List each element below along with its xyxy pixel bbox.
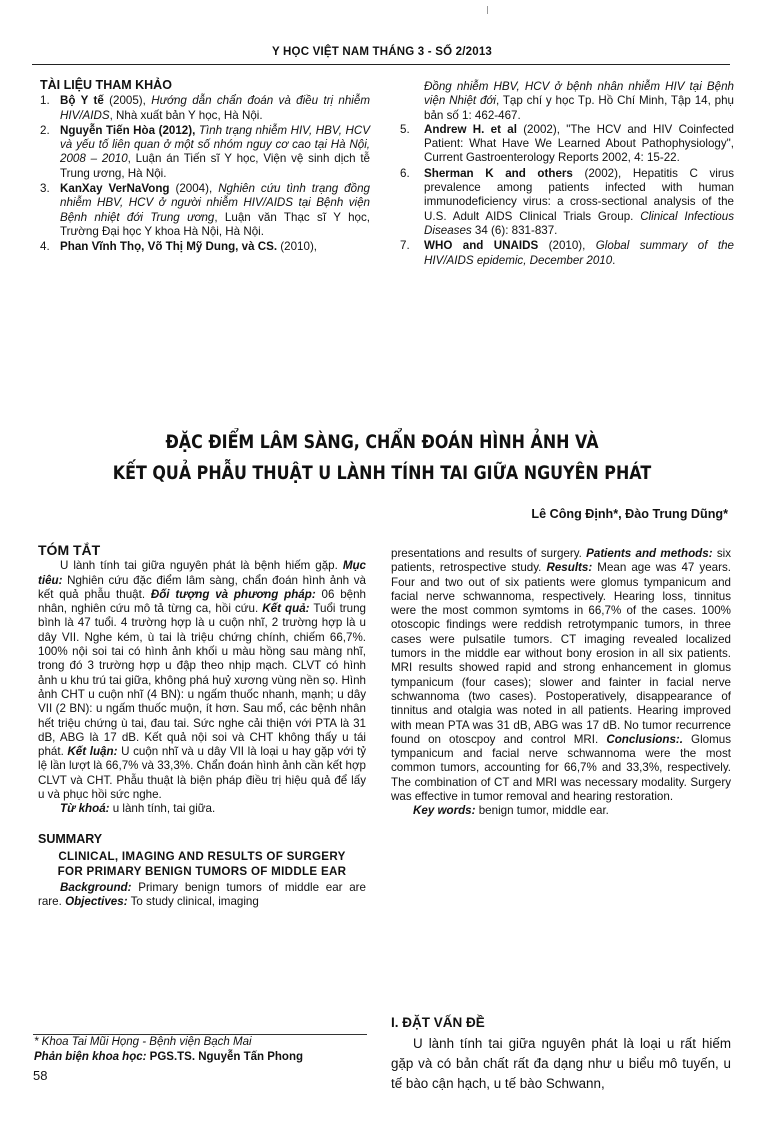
- reference-item: 3. KanXay VerNaVong (2004), Nghiên cứu tình trạng đồng nhiễm HBV, HCV ở người nhiễm HIV/AIDS tại Bệnh viện Bệnh nhiệt đới Trung ương, Luận văn Thạc sĩ Y học, Trường Đại học Y khoa Hà Nội, Hà Nội.: [40, 182, 371, 238]
- running-header: Y HỌC VIỆT NAM THÁNG 3 - SỐ 2/2013: [271, 46, 493, 58]
- summary-heading: SUMMARY: [38, 831, 103, 846]
- summary-keywords: Key words: benign tumor, middle ear.: [413, 804, 609, 818]
- header-rule: [32, 64, 730, 65]
- summary-body-start: Background: Primary benign tumors of middle ear are rare. Objectives: To study clinical, imaging: [38, 880, 366, 909]
- reference-item: 5. Andrew H. et al (2002), "The HCV and HIV Coinfected Patient: What Have We Learned About Pathophysiology", Current Gastroenterology Reports 2002, 4: 15-22.: [400, 122, 734, 165]
- reference-item: 7. WHO and UNAIDS (2010), Global summary of the HIV/AIDS epidemic, December 2010.: [400, 239, 734, 267]
- references-left-column: [40, 78, 370, 256]
- references-heading: TÀI LIỆU THAM KHẢO: [40, 78, 172, 92]
- intro-heading: I. ĐẶT VẤN ĐỀ: [391, 1015, 485, 1030]
- abstract-vi-keywords: Từ khoá: u lành tính, tai giữa.: [60, 802, 216, 816]
- article-title-line-2: KẾT QUẢ PHẪU THUẬT U LÀNH TÍNH TAI GIỮA NGUYÊN PHÁT: [112, 463, 652, 484]
- intro-paragraph: U lành tính tai giữa nguyên phát là loại u rất hiếm gặp và có bản chất rất đa dạng như u biểu mô tuyến, u tế bào cận hạch, u tế bào Schwann,: [391, 1036, 731, 1091]
- reference-item: 2. Nguyễn Tiến Hòa (2012), Tình trạng nhiễm HIV, HBV, HCV và yếu tố liên quan ở một số nhóm nguy cơ cao tại Hà Nội, 2008 – 2010, Luận án Tiến sĩ Y học, Viện vệ sinh dịch tễ Trung ương, Hà Nội.: [40, 123, 370, 180]
- reference-continuation: Đồng nhiễm HBV, HCV ở bệnh nhân nhiễm HIV tại Bệnh viện Nhiệt đới, Tạp chí y học Tp. Hồ Chí Minh, Tập 14, phụ bản số 1: 462-467.: [424, 80, 734, 122]
- summary-right-column: [391, 547, 731, 819]
- reference-item: 4. Phan Vĩnh Thọ, Võ Thị Mỹ Dung, và CS. (2010),: [40, 240, 318, 254]
- top-tick-mark: [487, 6, 488, 14]
- article-authors: Lê Công Định*, Đào Trung Dũng*: [531, 507, 728, 521]
- abstract-vi-heading: TÓM TẮT: [38, 542, 101, 558]
- references-right-column: [400, 80, 734, 269]
- summary-subtitle: CLINICAL, IMAGING AND RESULTS OF SURGERY FOR PRIMARY BENIGN TUMORS OF MIDDLE EAR: [57, 849, 347, 878]
- article-title-line-1: ĐẶC ĐIỂM LÂM SÀNG, CHẨN ĐOÁN HÌNH ẢNH VÀ: [165, 432, 599, 453]
- page-number: 58: [33, 1068, 48, 1083]
- abstract-vi-body: U lành tính tai giữa nguyên phát là bệnh hiếm gặp. Mục tiêu: Nghiên cứu đặc điểm lâm sàng, chẩn đoán hình ảnh và kết quả phẫu thuật. Đối tượng và phương pháp: 06 bệnh nhân, nghiên cứu mô tả từng ca, hồi cứu. Kết quả: Tuổi trung bình là 47 tuổi. 4 trường hợp là u cuộn nhĩ, 2 trường hợp là u dây VII. Nghe kém, ù tai là triệu chứng chính, chiếm 66,7%. 100% nội soi tai có hình ảnh khối u màu hồng sau màng nhĩ, trong đó 3 trường hợp u đập theo nhịp mạch. CLVT có hình ảnh u khu trú tai giữa, không phá huỷ xương vùng nền sọ. Hình ảnh CHT u cuộn nhĩ (4 BN): u ngấm thuốc nhanh, mạnh; u dây VII (2 BN): u ngấm thuốc muộn, ít hơn. Sau mổ, các bệnh nhân hết triệu chứng ù tai, đau tai. Sức nghe cải thiện với PTA là 31 dB, ABG là 17 dB. Kết quả nội soi và CHT không thấy u tái phát. Kết luận: U cuộn nhĩ và u dây VII là loại u hay gặp với tỷ lệ lần lượt là 66,7% và 33,3%. Chẩn đoán hình ảnh cần kết hợp CLVT và CHT. Phẫu thuật là biện pháp điều trị hiệu quả để lấy u và phục hồi sức nghe.: [38, 559, 366, 802]
- footnote-reviewer: Phản biện khoa học: PGS.TS. Nguyễn Tấn Phong: [34, 1051, 304, 1063]
- abstract-left-column: [38, 543, 366, 910]
- summary-body-continued: presentations and results of surgery. Patients and methods: six patients, retrospective study. Results: Mean age was 47 years. Four and two out of six patients were glomus tympanicum and facial nerve schwannoma, respectively. Hearing loss, tinnitus were the most common symtoms in 66,7% of the cases. 100% otoscopic findings were reddish retrotympanic tumors, in three cases were pulsatile tumors. CT imaging revealed localized tumors in the middle ear without bony erosion in all six patients. MRI results showed rapid and strong enhancement in glomus tympanicum (four cases); slower and fainter in facial nerve schwannoma (two cases). Postoperatively, disappearance of tinnitus and otalgia was noted in all patients. Hearing improved with mean PTA was 31 dB, ABG was 17 dB. No tumor recurrence found on otoscpoy and control MRI. Conclusions:. Glomus tympanicum and facial nerve schwannoma were the most common tumors, accounting for 66,7% and 33,3%, respectively. The combination of CT and MRI was necessary modality. Surgery was effective in tumor removal and hearing restoration.: [391, 547, 731, 804]
- reference-item: 1. Bộ Y tế (2005), Hướng dẫn chẩn đoán và điều trị nhiễm HIV/AIDS, Nhà xuất bản Y học, Hà Nội.: [40, 94, 370, 122]
- reference-item: 6. Sherman K and others (2002), Hepatitis C virus prevalence among patients infected with human immunodeficiency virus: a cross-sectional analysis of the U.S. Adult AIDS Clinical Trials Group. Clinical Infectious Diseases 34 (6): 831-837.: [400, 166, 734, 237]
- footnote-affiliation: * Khoa Tai Mũi Họng - Bệnh viện Bạch Mai: [34, 1036, 252, 1048]
